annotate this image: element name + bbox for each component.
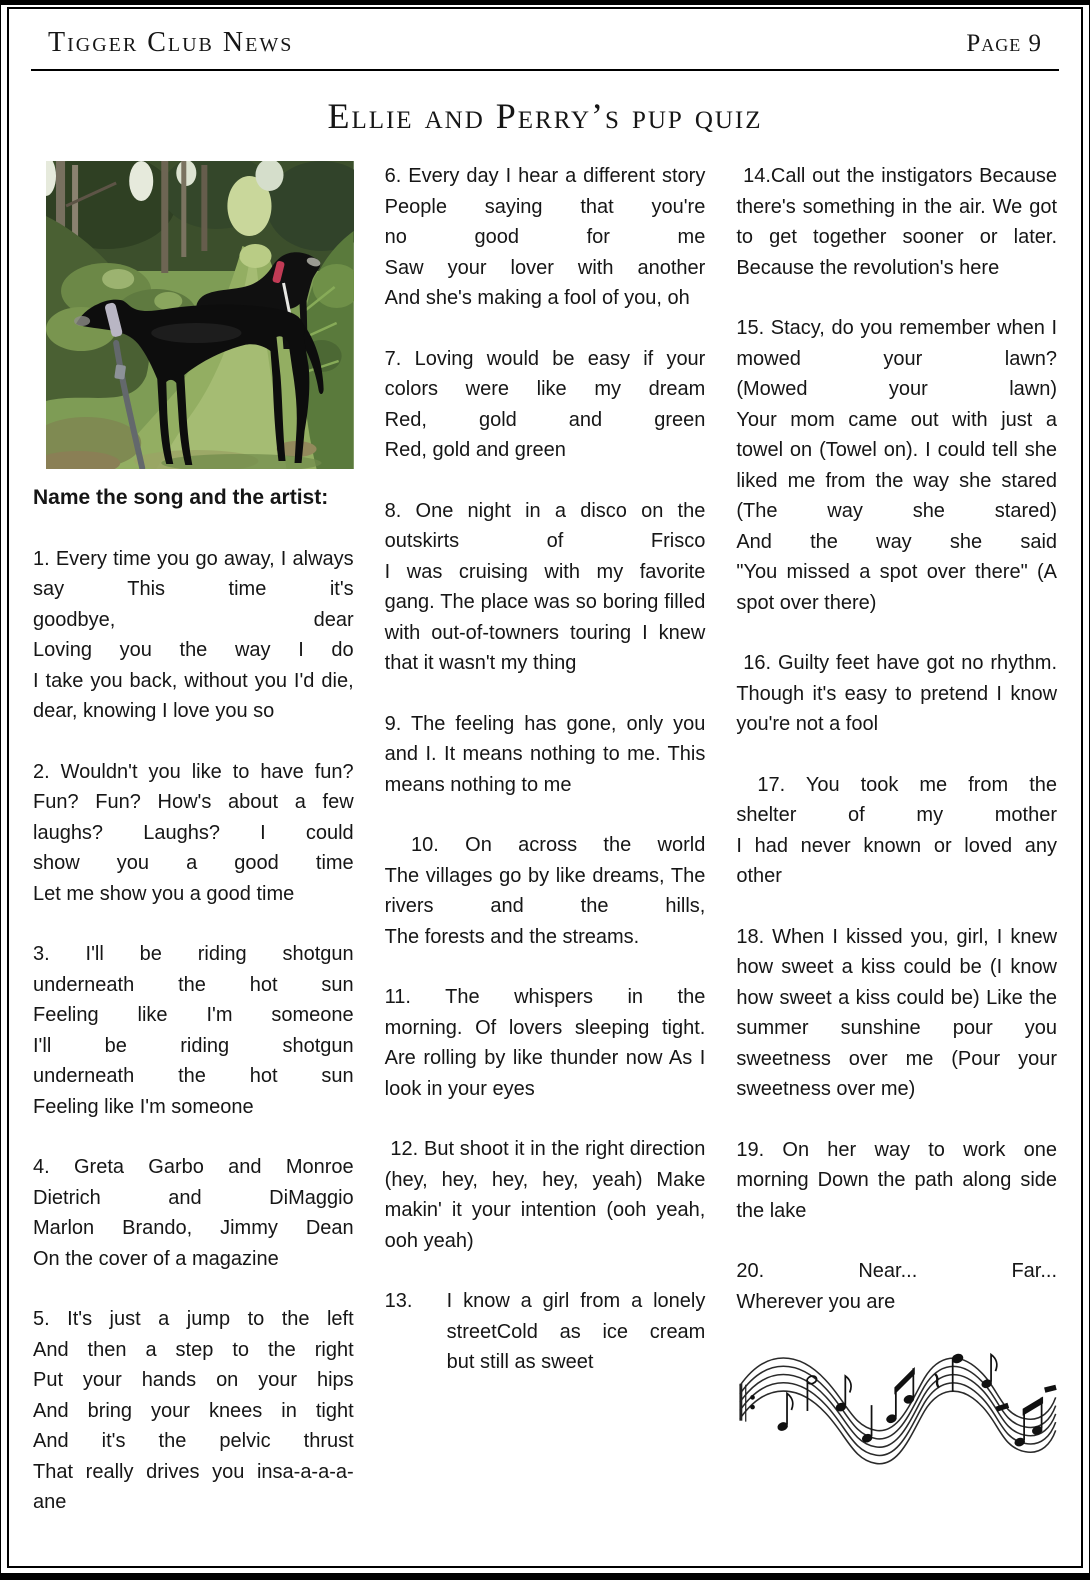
quiz-item-2 <box>33 757 354 910</box>
lyric-line: 8. One night in a disco on the <box>384 499 706 522</box>
quiz-columns <box>31 161 1059 1518</box>
quiz-item-20 <box>736 1256 1057 1317</box>
lyric-line: Red, gold and green <box>384 439 566 462</box>
quiz-item-13 <box>385 1286 706 1378</box>
lyric-line: but still as sweet <box>446 1351 594 1374</box>
lyric-line: Feeling like I'm someone <box>33 1004 354 1027</box>
lyric-line: And bring your knees in tight <box>33 1399 354 1422</box>
music-notes-image <box>736 1341 1057 1471</box>
lyric-line: "You missed a spot over there" (A spot over there) <box>736 561 1058 614</box>
lyric-line: underneath the hot sun <box>33 973 354 996</box>
lyric-line: 17. You took me from the <box>736 773 1058 796</box>
quiz-column-3 <box>736 161 1057 1518</box>
lyric-line: Feeling like I'm someone <box>33 1095 254 1118</box>
quiz-item-17 <box>736 770 1057 892</box>
lyric-line: 2. Wouldn't you like to have fun? Fun? Fun? How's about a few laughs? Laughs? I could <box>33 760 354 844</box>
quiz-item-5 <box>33 1304 354 1518</box>
lyric-line: no good for me <box>384 226 706 249</box>
lyric-line: That really drives you insa-a-a-a-ane <box>33 1460 354 1514</box>
lyric-line: goodbye, dear <box>33 608 354 631</box>
lyric-line: On the cover of a magazine <box>33 1247 279 1270</box>
lyric-line: Dietrich and DiMaggio <box>33 1186 354 1209</box>
lyric-line: Let me show you a good time <box>33 882 295 905</box>
quiz-item-15 <box>736 313 1057 618</box>
quiz-items <box>33 544 354 1518</box>
lyric-line: shelter of my mother <box>736 804 1058 827</box>
lyric-line: I know a girl from a lonely <box>446 1290 706 1313</box>
lyric-line: The villages go by like dreams, The rivers and the hills, <box>384 864 706 918</box>
lyric-line: streetCold as ice cream <box>446 1320 706 1343</box>
lyric-line: And the way she said <box>736 530 1058 553</box>
quiz-item-7 <box>385 344 706 466</box>
lyric-line: Marlon Brando, Jimmy Dean <box>33 1217 354 1240</box>
lyric-line: I had never known or loved any other <box>736 834 1058 888</box>
quiz-item-19 <box>736 1135 1057 1227</box>
lyric-line: morning. Of lovers sleeping tight. Are rolling by like thunder now As I look in your eyes <box>384 1016 706 1100</box>
quiz-item-14 <box>736 161 1057 283</box>
quiz-item-3 <box>33 939 354 1122</box>
lyric-line: 10. On across the world <box>384 834 706 857</box>
quiz-column-1 <box>33 161 354 1518</box>
lyric-line: underneath the hot sun <box>33 1065 354 1088</box>
lyric-line: 5. It's just a jump to the left <box>33 1308 354 1331</box>
lyric-line: And she's making a fool of you, oh <box>384 287 690 310</box>
quiz-item-18 <box>736 922 1057 1105</box>
lyric-line: 7. Loving would be easy if your colors were like my dream <box>384 347 706 401</box>
lyric-line: 20. Near... Far... <box>736 1260 1058 1283</box>
lyric-line: 3. I'll be riding shotgun <box>33 943 354 966</box>
lyric-line: (Mowed your lawn) <box>736 378 1058 401</box>
page-number: Page 9 <box>966 30 1042 57</box>
quiz-item-12 <box>385 1134 706 1256</box>
lyric-line: show you a good time <box>33 852 354 875</box>
quiz-item-9 <box>385 709 706 801</box>
lyric-line: 15. Stacy, do you remember when I mowed your lawn? <box>736 317 1058 370</box>
quiz-item-number: 13. <box>384 1290 413 1313</box>
lyric-line: I'll be riding shotgun <box>33 1034 354 1057</box>
header-rule <box>31 69 1059 71</box>
lyric-line: 11. The whispers in the <box>384 986 706 1009</box>
lyric-line: 19. On her way to work one morning Down the path along side the lake <box>736 1138 1058 1222</box>
quiz-item-6 <box>385 161 706 314</box>
quiz-intro: Name the song and the artist: <box>33 486 329 510</box>
lyric-line: I was cruising with my favorite gang. The place was so boring filled with out-of-towners touring I knew that it wasn't my thing <box>384 560 706 675</box>
lyric-line: 18. When I kissed you, girl, I knew how sweet a kiss could be (I know how sweet a kiss could be) Like the summer sunshine pour you sweetness over me (Pour your sweetness over me) <box>736 925 1058 1101</box>
quiz-item-8 <box>385 496 706 679</box>
lyric-line: Red, gold and green <box>384 408 706 431</box>
quiz-item-10 <box>385 830 706 952</box>
page-title: Ellie and Perry’s pup quiz <box>327 96 763 136</box>
quiz-item-1 <box>33 544 354 727</box>
lyric-line: Put your hands on your hips <box>33 1369 354 1392</box>
lyric-line: 12. But shoot it in the right direction (hey, hey, hey, hey, yeah) Make makin' it your intention (ooh yeah, ooh yeah) <box>384 1138 706 1252</box>
lyric-line: Loving you the way I do <box>33 639 354 662</box>
lyric-line: Wherever you are <box>736 1290 896 1313</box>
quiz-items <box>736 161 1057 1317</box>
lyric-line: 16. Guilty feet have got no rhythm. Though it's easy to pretend I know you're not a fool <box>736 652 1058 736</box>
lyric-line: I take you back, without you I'd die, dear, knowing I love you so <box>33 669 354 723</box>
lyric-line: 9. The feeling has gone, only you and I. It means nothing to me. This means nothing to me <box>384 712 706 796</box>
lyric-line: outskirts of Frisco <box>384 530 706 553</box>
quiz-item-11 <box>385 982 706 1104</box>
lyric-line: 6. Every day I hear a different story People saying that you're <box>384 165 706 218</box>
quiz-column-2 <box>385 161 706 1518</box>
quiz-item-16 <box>736 648 1057 740</box>
lyric-line: Saw your lover with another <box>384 256 706 279</box>
lyric-line: 4. Greta Garbo and Monroe <box>33 1156 354 1179</box>
lyric-line: 1. Every time you go away, I always say This time it's <box>33 547 354 601</box>
masthead-title: Tigger Club News <box>48 27 294 58</box>
lyric-line: Your mom came out with just a towel on (Towel on). I could tell she liked me from the way she stared (The way she stared) <box>736 408 1058 523</box>
quiz-item-4 <box>33 1152 354 1274</box>
dogs-photo <box>46 161 354 469</box>
lyric-line: And it's the pelvic thrust <box>33 1430 354 1453</box>
lyric-line: 14.Call out the instigators Because there's something in the air. We got to get together sooner or later. Because the revolution's here <box>736 165 1058 279</box>
page-header <box>31 27 1059 59</box>
lyric-line: And then a step to the right <box>33 1338 354 1361</box>
lyric-line: The forests and the streams. <box>384 925 640 948</box>
